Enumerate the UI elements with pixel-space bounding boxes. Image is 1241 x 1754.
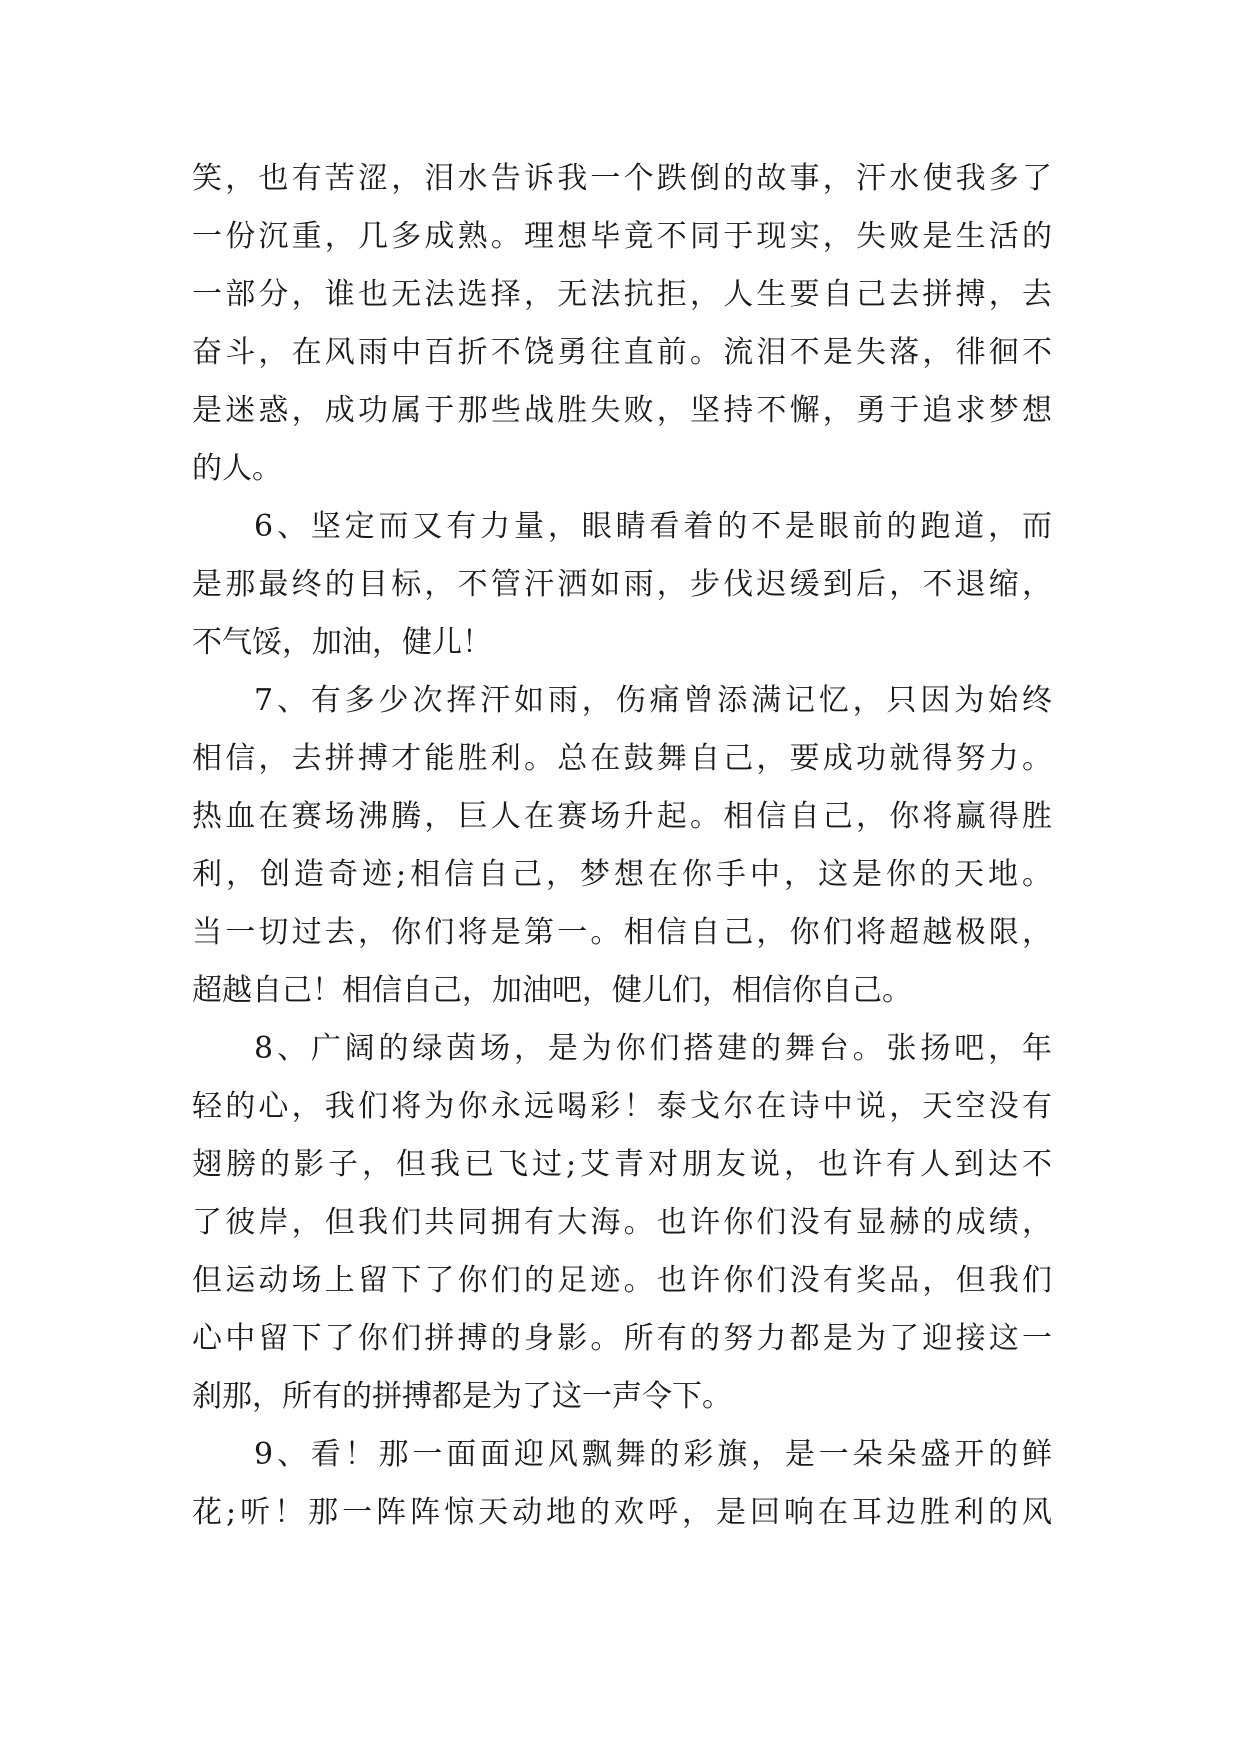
text-line: 不气馁，加油，健儿！ (192, 625, 492, 660)
text-line: 9、看！那一面面迎风飘舞的彩旗，是一朵朵盛开的鲜 (254, 1437, 1052, 1472)
text-line: 了彼岸，但我们共同拥有大海。也许你们没有显赫的成绩， (192, 1205, 1052, 1240)
text-line: 相信，去拼搏才能胜利。总在鼓舞自己，要成功就得努力。 (192, 741, 1052, 776)
text-line: 一部分，谁也无法选择，无法抗拒，人生要自己去拼搏，去 (192, 277, 1052, 312)
text-line: 7、有多少次挥汗如雨，伤痛曾添满记忆，只因为始终 (254, 683, 1052, 718)
text-line: 当一切过去，你们将是第一。相信自己，你们将超越极限， (192, 915, 1052, 950)
text-line: 热血在赛场沸腾，巨人在赛场升起。相信自己，你将赢得胜 (192, 799, 1052, 834)
text-line: 笑，也有苦涩，泪水告诉我一个跌倒的故事，汗水使我多了 (192, 161, 1052, 196)
text-line: 的人。 (192, 451, 282, 486)
text-line: 但运动场上留下了你们的足迹。也许你们没有奖品，但我们 (192, 1263, 1052, 1298)
text-line: 花;听！那一阵阵惊天动地的欢呼，是回响在耳边胜利的风 (192, 1495, 1052, 1530)
text-line: 超越自己！相信自己，加油吧，健儿们，相信你自己。 (192, 973, 912, 1008)
text-line: 是迷惑，成功属于那些战胜失败，坚持不懈，勇于追求梦想 (192, 393, 1052, 428)
text-line: 利，创造奇迹;相信自己，梦想在你手中，这是你的天地。 (192, 857, 1052, 892)
text-line: 6、坚定而又有力量，眼睛看着的不是眼前的跑道，而 (254, 509, 1052, 544)
text-line: 心中留下了你们拼搏的身影。所有的努力都是为了迎接这一 (192, 1321, 1052, 1356)
text-line: 是那最终的目标，不管汗洒如雨，步伐迟缓到后，不退缩， (192, 567, 1052, 602)
text-line: 奋斗，在风雨中百折不饶勇往直前。流泪不是失落，徘徊不 (192, 335, 1052, 370)
text-line: 刹那，所有的拼搏都是为了这一声令下。 (192, 1379, 732, 1414)
text-line: 8、广阔的绿茵场，是为你们搭建的舞台。张扬吧，年 (254, 1031, 1052, 1066)
text-line: 翅膀的影子，但我已飞过;艾青对朋友说，也许有人到达不 (192, 1147, 1052, 1182)
document-body (192, 150, 1052, 1542)
text-line: 轻的心，我们将为你永远喝彩！泰戈尔在诗中说，天空没有 (192, 1089, 1052, 1124)
text-line: 一份沉重，几多成熟。理想毕竟不同于现实，失败是生活的 (192, 219, 1052, 254)
